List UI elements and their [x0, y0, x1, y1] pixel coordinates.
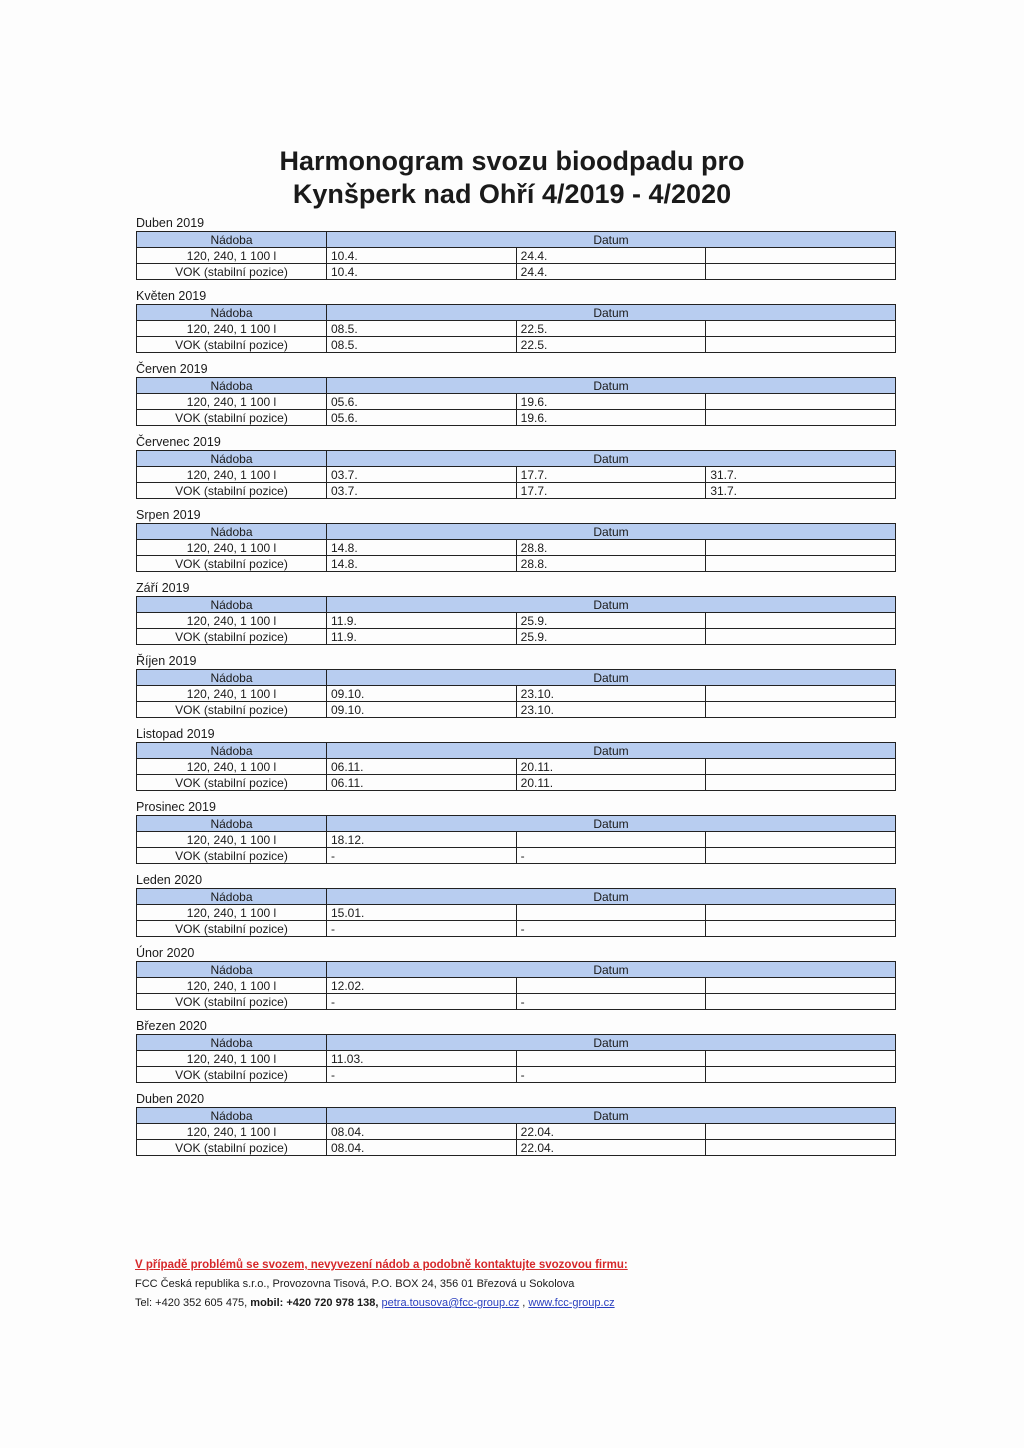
month-title: Květen 2019 [136, 289, 207, 303]
month-title: Září 2019 [136, 581, 190, 595]
container-cell: 120, 240, 1 100 l [137, 832, 327, 848]
container-cell: VOK (stabilní pozice) [137, 1140, 327, 1156]
title-line-1: Harmonogram svozu bioodpadu pro [279, 146, 745, 176]
table-header-row [137, 743, 896, 759]
date-cell: 09.10. [327, 686, 517, 702]
footer [135, 1256, 628, 1313]
table-row [137, 702, 896, 718]
header-date: Datum [327, 597, 896, 613]
month-table [136, 815, 896, 864]
date-cell [516, 978, 706, 994]
table-row [137, 467, 896, 483]
container-cell: VOK (stabilní pozice) [137, 410, 327, 426]
date-cell: - [516, 994, 706, 1010]
header-container: Nádoba [137, 597, 327, 613]
date-cell: 31.7. [706, 467, 896, 483]
date-cell: 15.01. [327, 905, 517, 921]
container-cell: 120, 240, 1 100 l [137, 1124, 327, 1140]
month-title: Duben 2019 [136, 216, 205, 230]
table-row [137, 775, 896, 791]
date-cell: 09.10. [327, 702, 517, 718]
table-header-row [137, 378, 896, 394]
container-cell: VOK (stabilní pozice) [137, 702, 327, 718]
table-row [137, 832, 896, 848]
header-container: Nádoba [137, 962, 327, 978]
month-title: Listopad 2019 [136, 727, 215, 741]
date-cell: 28.8. [516, 556, 706, 572]
date-cell [706, 410, 896, 426]
contact-separator: , [522, 1297, 526, 1309]
date-cell: 05.6. [327, 394, 517, 410]
date-cell [706, 921, 896, 937]
header-date: Datum [327, 232, 896, 248]
date-cell: - [516, 848, 706, 864]
date-cell: 10.4. [327, 264, 517, 280]
container-cell: VOK (stabilní pozice) [137, 775, 327, 791]
table-header-row [137, 597, 896, 613]
date-cell: - [516, 921, 706, 937]
contact-line [135, 1294, 628, 1313]
table-row [137, 921, 896, 937]
header-container: Nádoba [137, 232, 327, 248]
container-cell: VOK (stabilní pozice) [137, 1067, 327, 1083]
table-header-row [137, 962, 896, 978]
table-row [137, 994, 896, 1010]
date-cell: 19.6. [516, 410, 706, 426]
container-cell: 120, 240, 1 100 l [137, 467, 327, 483]
table-header-row [137, 451, 896, 467]
month-table [136, 231, 896, 280]
table-row [137, 1140, 896, 1156]
header-date: Datum [327, 962, 896, 978]
header-date: Datum [327, 451, 896, 467]
date-cell: - [516, 1067, 706, 1083]
date-cell [516, 905, 706, 921]
date-cell: 08.04. [327, 1140, 517, 1156]
date-cell: 23.10. [516, 702, 706, 718]
container-cell: 120, 240, 1 100 l [137, 613, 327, 629]
date-cell: 25.9. [516, 629, 706, 645]
month-table [136, 450, 896, 499]
month-title: Červenec 2019 [136, 435, 221, 449]
date-cell [706, 394, 896, 410]
date-cell: 11.9. [327, 629, 517, 645]
header-date: Datum [327, 1035, 896, 1051]
header-date: Datum [327, 889, 896, 905]
date-cell: 20.11. [516, 775, 706, 791]
month-title: Leden 2020 [136, 873, 203, 887]
month-table [136, 523, 896, 572]
date-cell: 11.03. [327, 1051, 517, 1067]
date-cell: 12.02. [327, 978, 517, 994]
date-cell [706, 759, 896, 775]
date-cell [706, 978, 896, 994]
header-container: Nádoba [137, 743, 327, 759]
date-cell [706, 702, 896, 718]
table-row [137, 1051, 896, 1067]
date-cell: 08.5. [327, 321, 517, 337]
container-cell: VOK (stabilní pozice) [137, 264, 327, 280]
date-cell [706, 1067, 896, 1083]
date-cell: 08.5. [327, 337, 517, 353]
company-address: FCC Česká republika s.r.o., Provozovna Tisová, P.O. BOX 24, 356 01 Březová u Sokolova [135, 1278, 575, 1290]
date-cell: 11.9. [327, 613, 517, 629]
date-cell [706, 1051, 896, 1067]
table-header-row [137, 1108, 896, 1124]
header-container: Nádoba [137, 1035, 327, 1051]
container-cell: VOK (stabilní pozice) [137, 556, 327, 572]
mobile: mobil: +420 720 978 138, [250, 1297, 379, 1309]
date-cell [706, 337, 896, 353]
header-container: Nádoba [137, 816, 327, 832]
table-row [137, 905, 896, 921]
month-table [136, 304, 896, 353]
container-cell: 120, 240, 1 100 l [137, 1051, 327, 1067]
container-cell: 120, 240, 1 100 l [137, 978, 327, 994]
month-table [136, 669, 896, 718]
header-date: Datum [327, 524, 896, 540]
date-cell [516, 832, 706, 848]
date-cell [706, 629, 896, 645]
table-header-row [137, 305, 896, 321]
date-cell: - [327, 994, 517, 1010]
date-cell: 14.8. [327, 556, 517, 572]
header-container: Nádoba [137, 451, 327, 467]
table-row [137, 540, 896, 556]
date-cell [516, 1051, 706, 1067]
container-cell: VOK (stabilní pozice) [137, 337, 327, 353]
date-cell: 19.6. [516, 394, 706, 410]
table-header-row [137, 232, 896, 248]
header-container: Nádoba [137, 1108, 327, 1124]
date-cell [706, 556, 896, 572]
date-cell: 22.5. [516, 337, 706, 353]
date-cell: 05.6. [327, 410, 517, 426]
table-row [137, 686, 896, 702]
month-title: Duben 2020 [136, 1092, 205, 1106]
table-header-row [137, 524, 896, 540]
date-cell: 31.7. [706, 483, 896, 499]
header-date: Datum [327, 1108, 896, 1124]
header-container: Nádoba [137, 889, 327, 905]
date-cell [706, 1140, 896, 1156]
date-cell [706, 540, 896, 556]
date-cell [706, 832, 896, 848]
month-table [136, 742, 896, 791]
header-container: Nádoba [137, 670, 327, 686]
date-cell: 17.7. [516, 467, 706, 483]
date-cell: 18.12. [327, 832, 517, 848]
container-cell: 120, 240, 1 100 l [137, 248, 327, 264]
header-date: Datum [327, 670, 896, 686]
header-container: Nádoba [137, 378, 327, 394]
table-row [137, 759, 896, 775]
date-cell [706, 264, 896, 280]
phone: Tel: +420 352 605 475, [135, 1297, 248, 1309]
table-header-row [137, 1035, 896, 1051]
date-cell: 23.10. [516, 686, 706, 702]
table-row [137, 629, 896, 645]
container-cell: VOK (stabilní pozice) [137, 921, 327, 937]
table-row [137, 321, 896, 337]
month-title: Červen 2019 [136, 362, 208, 376]
table-row [137, 1067, 896, 1083]
email-link[interactable]: petra.tousova@fcc-group.cz [381, 1297, 520, 1309]
container-cell: 120, 240, 1 100 l [137, 686, 327, 702]
month-table [136, 377, 896, 426]
date-cell [706, 775, 896, 791]
header-date: Datum [327, 305, 896, 321]
container-cell: VOK (stabilní pozice) [137, 483, 327, 499]
table-row [137, 337, 896, 353]
date-cell: 06.11. [327, 759, 517, 775]
web-link[interactable]: www.fcc-group.cz [528, 1297, 615, 1309]
month-table [136, 1107, 896, 1156]
container-cell: 120, 240, 1 100 l [137, 394, 327, 410]
table-header-row [137, 816, 896, 832]
date-cell: - [327, 1067, 517, 1083]
date-cell [706, 848, 896, 864]
table-row [137, 613, 896, 629]
month-table [136, 596, 896, 645]
date-cell: 08.04. [327, 1124, 517, 1140]
table-row [137, 264, 896, 280]
date-cell: 06.11. [327, 775, 517, 791]
table-header-row [137, 889, 896, 905]
date-cell [706, 1124, 896, 1140]
date-cell: 20.11. [516, 759, 706, 775]
date-cell [706, 248, 896, 264]
month-table [136, 1034, 896, 1083]
warning-text: V případě problémů se svozem, nevyvezení nádob a podobně kontaktujte svozovou firmu: [135, 1259, 628, 1271]
date-cell [706, 613, 896, 629]
container-cell: 120, 240, 1 100 l [137, 759, 327, 775]
month-title: Říjen 2019 [136, 654, 197, 668]
date-cell: 17.7. [516, 483, 706, 499]
date-cell: 22.5. [516, 321, 706, 337]
date-cell: - [327, 848, 517, 864]
table-row [137, 848, 896, 864]
date-cell [706, 321, 896, 337]
date-cell: 24.4. [516, 264, 706, 280]
header-container: Nádoba [137, 524, 327, 540]
title-line-2: Kynšperk nad Ohří 4/2019 - 4/2020 [292, 179, 732, 209]
header-date: Datum [327, 743, 896, 759]
table-row [137, 248, 896, 264]
page-title [0, 145, 1024, 211]
date-cell: 28.8. [516, 540, 706, 556]
container-cell: VOK (stabilní pozice) [137, 994, 327, 1010]
month-title: Únor 2020 [136, 946, 195, 960]
month-title: Srpen 2019 [136, 508, 201, 522]
schedule [136, 216, 896, 1165]
container-cell: 120, 240, 1 100 l [137, 540, 327, 556]
date-cell: 03.7. [327, 467, 517, 483]
date-cell: 03.7. [327, 483, 517, 499]
header-container: Nádoba [137, 305, 327, 321]
date-cell: 22.04. [516, 1140, 706, 1156]
header-date: Datum [327, 816, 896, 832]
table-row [137, 483, 896, 499]
month-table [136, 961, 896, 1010]
date-cell: 25.9. [516, 613, 706, 629]
date-cell: 10.4. [327, 248, 517, 264]
month-title: Prosinec 2019 [136, 800, 216, 814]
table-row [137, 556, 896, 572]
month-title: Březen 2020 [136, 1019, 207, 1033]
table-row [137, 394, 896, 410]
month-table [136, 888, 896, 937]
container-cell: VOK (stabilní pozice) [137, 848, 327, 864]
container-cell: 120, 240, 1 100 l [137, 321, 327, 337]
table-header-row [137, 670, 896, 686]
table-row [137, 1124, 896, 1140]
container-cell: VOK (stabilní pozice) [137, 629, 327, 645]
container-cell: 120, 240, 1 100 l [137, 905, 327, 921]
date-cell: 24.4. [516, 248, 706, 264]
table-row [137, 410, 896, 426]
date-cell: - [327, 921, 517, 937]
date-cell: 14.8. [327, 540, 517, 556]
header-date: Datum [327, 378, 896, 394]
date-cell: 22.04. [516, 1124, 706, 1140]
table-row [137, 978, 896, 994]
date-cell [706, 686, 896, 702]
date-cell [706, 994, 896, 1010]
date-cell [706, 905, 896, 921]
